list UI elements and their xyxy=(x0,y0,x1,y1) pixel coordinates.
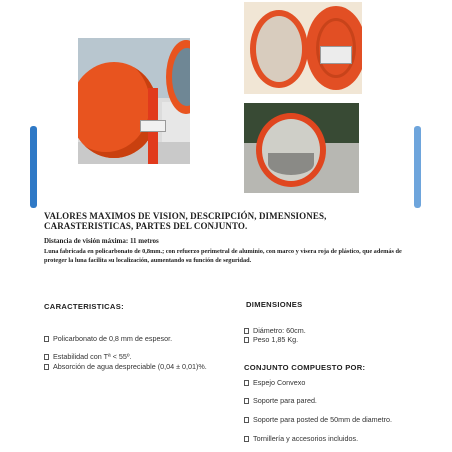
box-bullet-icon xyxy=(244,328,249,334)
box-bullet-icon xyxy=(244,417,249,423)
list-item: Diámetro: 60cm. xyxy=(244,326,306,335)
product-description: Luna fabricada en policarbonato de 0,8mm.; con refuerzo perimetral de aluminio, con marco y visera roja de plástico, que además de proteger la luna facilita su localización, aumentando su función de seguridad. xyxy=(44,248,402,264)
list-item: Espejo Convexo xyxy=(244,378,305,387)
street-mirror-photo xyxy=(244,103,359,193)
list-item: Absorción de agua despreciable (0,04 ± 0,01)%. xyxy=(44,362,224,371)
list-item: Soporte para posted de 50mm de diametro. xyxy=(244,415,392,424)
section-heading: VALORES MAXIMOS DE VISION, DESCRIPCIÓN, DIMENSIONES, CARASTERISTICAS, PARTES DEL CONJUNTO. xyxy=(44,211,327,231)
box-bullet-icon xyxy=(244,398,249,404)
list-item: Soporte para pared. xyxy=(244,396,317,405)
list-item: Policarbonato de 0,8 mm de espesor. xyxy=(44,334,224,343)
mirror-on-post-photo xyxy=(78,38,190,164)
right-side-tab[interactable] xyxy=(414,126,421,208)
list-item: Tornillería y accesorios incluidos. xyxy=(244,434,358,443)
caracteristicas-title: CARACTERISTICAS: xyxy=(44,302,124,311)
conjunto-title: CONJUNTO COMPUESTO POR: xyxy=(244,363,366,372)
list-item: Estabilidad con Tª < 55º. xyxy=(44,352,224,361)
vision-distance: Distancia de visión máxima: 11 metros xyxy=(44,237,159,245)
box-bullet-icon xyxy=(44,364,49,370)
box-bullet-icon xyxy=(244,337,249,343)
left-side-tab[interactable] xyxy=(30,126,37,208)
box-bullet-icon xyxy=(44,354,49,360)
list-item: Peso 1,85 Kg. xyxy=(244,335,298,344)
dimensiones-title: DIMENSIONES xyxy=(246,300,303,309)
box-bullet-icon xyxy=(44,336,49,342)
mirror-front-back-photo xyxy=(244,2,362,94)
box-bullet-icon xyxy=(244,380,249,386)
box-bullet-icon xyxy=(244,436,249,442)
